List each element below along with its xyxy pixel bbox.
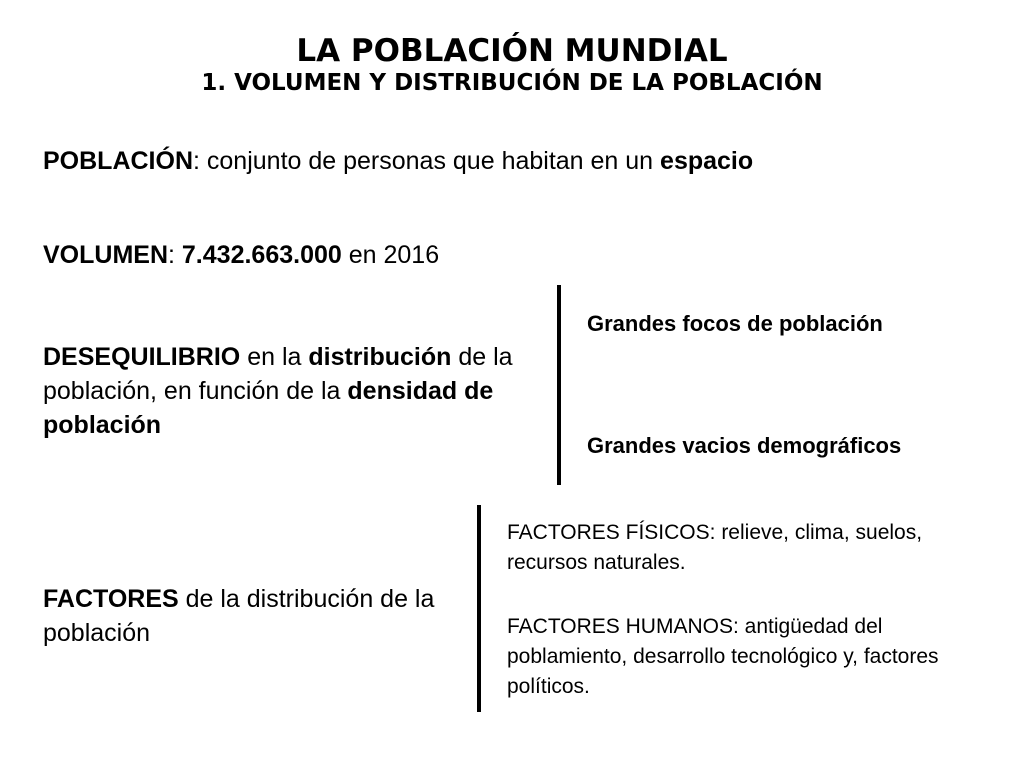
poblacion-definition xyxy=(43,144,1003,178)
factores-divider xyxy=(477,505,481,712)
poblacion-term: POBLACIÓN xyxy=(43,147,193,175)
desequilibrio-part2: de la población, en función de la xyxy=(43,343,513,405)
poblacion-colon: : xyxy=(193,147,200,175)
page-title: LA POBLACIÓN MUNDIAL xyxy=(296,33,728,69)
volumen-value: 7.432.663.000 xyxy=(181,241,342,269)
desequilibrio-paragraph xyxy=(43,340,553,442)
volumen-suffix: en 2016 xyxy=(341,241,440,269)
desequilibrio-term: DESEQUILIBRIO xyxy=(43,343,241,371)
desequilibrio-part1: en la xyxy=(240,343,309,371)
factores-fisicos: FACTORES FÍSICOS: relieve, clima, suelos, recursos naturales. xyxy=(507,521,923,574)
desequilibrio-divider xyxy=(557,285,561,485)
title-block xyxy=(0,33,1024,97)
volumen-term: VOLUMEN xyxy=(43,241,168,269)
desequilibrio-keyword-distribucion: distribución xyxy=(308,343,452,371)
factores-rest: de la distribución de la población xyxy=(43,585,435,647)
grandes-vacios-label: Grandes vacios demográficos xyxy=(587,433,902,458)
page-subtitle: 1. VOLUMEN Y DISTRIBUCIÓN DE LA POBLACIÓN xyxy=(201,70,823,96)
factores-humanos: FACTORES HUMANOS: antigüedad del poblamiento, desarrollo tecnológico y, factores políticos. xyxy=(507,615,939,698)
poblacion-keyword: espacio xyxy=(660,147,754,175)
desequilibrio-keyword-densidad: densidad de población xyxy=(43,377,494,439)
volumen-line xyxy=(43,238,1003,272)
volumen-colon: : xyxy=(168,241,182,269)
factores-term: FACTORES xyxy=(43,585,179,613)
poblacion-definition-text: conjunto de personas que habitan en un xyxy=(199,147,661,175)
factores-paragraph xyxy=(43,582,473,650)
grandes-focos-label: Grandes focos de población xyxy=(587,311,883,336)
